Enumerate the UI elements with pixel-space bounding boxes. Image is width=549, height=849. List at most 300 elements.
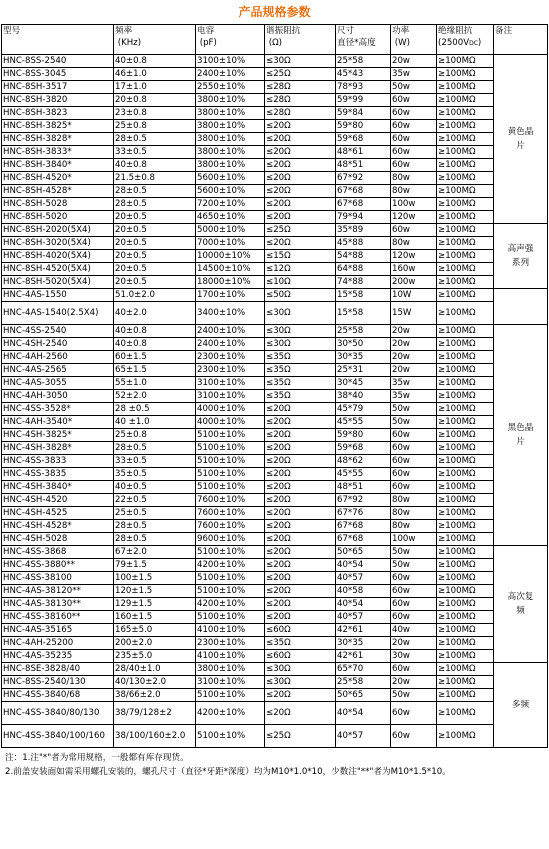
- frequency-cell: 129±1.5: [114, 598, 196, 611]
- impedance-cell: ≤20Ω: [265, 185, 336, 198]
- model-cell: HNC-4SS-3833: [2, 455, 114, 468]
- impedance-cell: ≤20Ω: [265, 611, 336, 624]
- size-cell: 42*61: [336, 624, 391, 637]
- capacitance-cell: 4200±10%: [196, 559, 265, 572]
- capacitance-cell: 7600±10%: [196, 520, 265, 533]
- header-resonant-impedance: 谐振阻抗 (Ω): [265, 25, 336, 55]
- power-cell: 60w: [391, 455, 437, 468]
- table-row: [2, 416, 548, 429]
- model-cell: HNC-8SH-3833*: [2, 146, 114, 159]
- capacitance-cell: 5100±10%: [196, 572, 265, 585]
- insulation-cell: ≥100MΩ: [437, 55, 494, 68]
- size-cell: 50*65: [336, 546, 391, 559]
- impedance-cell: ≤28Ω: [265, 81, 336, 94]
- frequency-cell: 38/79/128±2: [114, 702, 196, 725]
- table-row: [2, 224, 548, 237]
- power-cell: 80w: [391, 520, 437, 533]
- capacitance-cell: 3800±10%: [196, 159, 265, 172]
- size-cell: 30*35: [336, 351, 391, 364]
- insulation-cell: ≥100MΩ: [437, 224, 494, 237]
- power-cell: 80w: [391, 185, 437, 198]
- insulation-cell: ≥100MΩ: [437, 507, 494, 520]
- model-cell: HNC-8SS-2540: [2, 55, 114, 68]
- model-cell: HNC-4AH-3540*: [2, 416, 114, 429]
- impedance-cell: ≤20Ω: [265, 146, 336, 159]
- frequency-cell: 28 ±0.5: [114, 403, 196, 416]
- frequency-cell: 120±1.5: [114, 585, 196, 598]
- model-cell: HNC-4SS-3880**: [2, 559, 114, 572]
- table-row: [2, 68, 548, 81]
- insulation-cell: ≥100MΩ: [437, 146, 494, 159]
- model-cell: HNC-8SH-3828*: [2, 133, 114, 146]
- model-cell: HNC-4SH-2540: [2, 338, 114, 351]
- table-row: [2, 263, 548, 276]
- insulation-cell: ≥100MΩ: [437, 494, 494, 507]
- impedance-cell: ≤28Ω: [265, 94, 336, 107]
- size-cell: 40*57: [336, 572, 391, 585]
- size-cell: 48*51: [336, 159, 391, 172]
- model-cell: HNC-4SH-4520: [2, 494, 114, 507]
- frequency-cell: 160±1.5: [114, 611, 196, 624]
- insulation-cell: ≥100MΩ: [437, 276, 494, 289]
- model-cell: HNC-8SH-5020(5X4): [2, 276, 114, 289]
- insulation-cell: ≥100MΩ: [437, 237, 494, 250]
- impedance-cell: ≤20Ω: [265, 198, 336, 211]
- frequency-cell: 33±0.5: [114, 146, 196, 159]
- impedance-cell: ≤20Ω: [265, 689, 336, 702]
- frequency-cell: 25±0.8: [114, 120, 196, 133]
- size-cell: 25*58: [336, 55, 391, 68]
- model-cell: HNC-8SH-4520(5X4): [2, 263, 114, 276]
- power-cell: 60w: [391, 725, 437, 748]
- frequency-cell: 20±0.8: [114, 94, 196, 107]
- power-cell: 40w: [391, 624, 437, 637]
- model-cell: HNC-4SS-3528*: [2, 403, 114, 416]
- table-row: [2, 107, 548, 120]
- power-cell: 50w: [391, 689, 437, 702]
- power-cell: 60w: [391, 442, 437, 455]
- power-cell: 100w: [391, 533, 437, 546]
- frequency-cell: 200±2.0: [114, 637, 196, 650]
- capacitance-cell: 3400±10%: [196, 302, 265, 325]
- impedance-cell: ≤20Ω: [265, 533, 336, 546]
- capacitance-cell: 7200±10%: [196, 198, 265, 211]
- table-row: [2, 689, 548, 702]
- table-row: [2, 55, 548, 68]
- frequency-cell: 55±1.0: [114, 377, 196, 390]
- power-cell: 60w: [391, 572, 437, 585]
- power-cell: 120w: [391, 211, 437, 224]
- table-row: [2, 364, 548, 377]
- size-cell: 30*35: [336, 637, 391, 650]
- model-cell: HNC-8SH-4020(5X4): [2, 250, 114, 263]
- power-cell: 160w: [391, 263, 437, 276]
- power-cell: 10W: [391, 289, 437, 302]
- size-cell: 54*88: [336, 250, 391, 263]
- size-cell: 59*99: [336, 94, 391, 107]
- capacitance-cell: 3100±10%: [196, 676, 265, 689]
- insulation-cell: ≥100MΩ: [437, 198, 494, 211]
- table-row: [2, 624, 548, 637]
- capacitance-cell: 3100±10%: [196, 390, 265, 403]
- impedance-cell: ≤25Ω: [265, 68, 336, 81]
- frequency-cell: 40±0.8: [114, 325, 196, 338]
- power-cell: 60w: [391, 120, 437, 133]
- table-row: [2, 598, 548, 611]
- impedance-cell: ≤20Ω: [265, 546, 336, 559]
- model-cell: HNC-8SH-5028: [2, 198, 114, 211]
- insulation-cell: ≥100MΩ: [437, 68, 494, 81]
- frequency-cell: 28±0.5: [114, 133, 196, 146]
- model-cell: HNC-4SH-4528*: [2, 520, 114, 533]
- capacitance-cell: 3800±10%: [196, 133, 265, 146]
- insulation-cell: ≥100MΩ: [437, 585, 494, 598]
- frequency-cell: 40±0.8: [114, 55, 196, 68]
- table-row: [2, 172, 548, 185]
- impedance-cell: ≤20Ω: [265, 442, 336, 455]
- insulation-cell: ≥100MΩ: [437, 663, 494, 676]
- frequency-cell: 79±1.5: [114, 559, 196, 572]
- group-note-cell: [494, 224, 548, 289]
- size-cell: 40*58: [336, 585, 391, 598]
- frequency-cell: 17±1.0: [114, 81, 196, 94]
- size-cell: 65*70: [336, 663, 391, 676]
- size-cell: 45*79: [336, 403, 391, 416]
- capacitance-cell: 9600±10%: [196, 533, 265, 546]
- power-cell: 15W: [391, 302, 437, 325]
- capacitance-cell: 18000±10%: [196, 276, 265, 289]
- power-cell: 60w: [391, 429, 437, 442]
- capacitance-cell: 3100±10%: [196, 55, 265, 68]
- capacitance-cell: 14500±10%: [196, 263, 265, 276]
- header-frequency: 频率 (KHz): [114, 25, 196, 55]
- size-cell: 25*58: [336, 676, 391, 689]
- insulation-cell: ≥100MΩ: [437, 133, 494, 146]
- model-cell: HNC-8SH-3840*: [2, 159, 114, 172]
- insulation-cell: ≥100MΩ: [437, 81, 494, 94]
- impedance-cell: ≤20Ω: [265, 237, 336, 250]
- capacitance-cell: 2400±10%: [196, 68, 265, 81]
- model-cell: HNC-4SH-5028: [2, 533, 114, 546]
- model-cell: HNC-4AS-2565: [2, 364, 114, 377]
- capacitance-cell: 4650±10%: [196, 211, 265, 224]
- model-cell: HNC-4AH-2560: [2, 351, 114, 364]
- impedance-cell: ≤30Ω: [265, 338, 336, 351]
- model-cell: HNC-4AS-1550: [2, 289, 114, 302]
- model-cell: HNC-8SS-3045: [2, 68, 114, 81]
- table-row: [2, 585, 548, 598]
- frequency-cell: 51.0±2.0: [114, 289, 196, 302]
- model-cell: HNC-4SS-38100: [2, 572, 114, 585]
- frequency-cell: 20±0.5: [114, 276, 196, 289]
- size-cell: 38*40: [336, 390, 391, 403]
- impedance-cell: ≤20Ω: [265, 133, 336, 146]
- model-cell: HNC-4AH-3050: [2, 390, 114, 403]
- table-row: [2, 325, 548, 338]
- capacitance-cell: 3800±10%: [196, 663, 265, 676]
- group-note-cell: [494, 289, 548, 325]
- model-cell: HNC-4SS-3840/80/130: [2, 702, 114, 725]
- insulation-cell: ≥100MΩ: [437, 559, 494, 572]
- power-cell: 60w: [391, 611, 437, 624]
- capacitance-cell: 10000±10%: [196, 250, 265, 263]
- size-cell: 67*68: [336, 185, 391, 198]
- power-cell: 60w: [391, 107, 437, 120]
- model-cell: HNC-4AS-1540(2.5X4): [2, 302, 114, 325]
- group-label: 黄色晶片: [507, 127, 534, 151]
- table-row: [2, 442, 548, 455]
- impedance-cell: ≤35Ω: [265, 390, 336, 403]
- insulation-cell: ≥100MΩ: [437, 390, 494, 403]
- power-cell: 60w: [391, 133, 437, 146]
- power-cell: 60w: [391, 585, 437, 598]
- capacitance-cell: 3100±10%: [196, 377, 265, 390]
- size-cell: 67*92: [336, 172, 391, 185]
- frequency-cell: 52±2.0: [114, 390, 196, 403]
- power-cell: 60w: [391, 468, 437, 481]
- capacitance-cell: 5100±10%: [196, 429, 265, 442]
- insulation-cell: ≥100MΩ: [437, 572, 494, 585]
- frequency-cell: 28/40±1.0: [114, 663, 196, 676]
- size-cell: 40*54: [336, 702, 391, 725]
- table-row: [2, 455, 548, 468]
- power-cell: 20w: [391, 55, 437, 68]
- size-cell: 25*31: [336, 364, 391, 377]
- table-row: [2, 507, 548, 520]
- model-cell: HNC-4AH-25200: [2, 637, 114, 650]
- impedance-cell: ≤20Ω: [265, 416, 336, 429]
- power-cell: 50w: [391, 403, 437, 416]
- model-cell: HNC-4SS-3840/100/160: [2, 725, 114, 748]
- size-cell: 15*58: [336, 302, 391, 325]
- size-cell: 48*51: [336, 481, 391, 494]
- table-row: [2, 351, 548, 364]
- impedance-cell: ≤20Ω: [265, 481, 336, 494]
- impedance-cell: ≤30Ω: [265, 302, 336, 325]
- insulation-cell: ≥100MΩ: [437, 172, 494, 185]
- impedance-cell: ≤35Ω: [265, 637, 336, 650]
- size-cell: 59*68: [336, 133, 391, 146]
- capacitance-cell: 5100±10%: [196, 689, 265, 702]
- model-cell: HNC-8SH-3820: [2, 94, 114, 107]
- frequency-cell: 25±0.8: [114, 429, 196, 442]
- table-body: [2, 55, 548, 748]
- frequency-cell: 28±0.5: [114, 185, 196, 198]
- capacitance-cell: 3800±10%: [196, 94, 265, 107]
- model-cell: HNC-4AS-35165: [2, 624, 114, 637]
- group-label: 高次复频: [507, 592, 534, 616]
- frequency-cell: 22±0.5: [114, 494, 196, 507]
- group-note-cell: [494, 325, 548, 546]
- insulation-cell: ≥100MΩ: [437, 468, 494, 481]
- frequency-cell: 23±0.8: [114, 107, 196, 120]
- insulation-cell: ≥100MΩ: [437, 159, 494, 172]
- power-cell: 60w: [391, 224, 437, 237]
- power-cell: 35w: [391, 68, 437, 81]
- header-capacitance: 电容 (pF): [196, 25, 265, 55]
- impedance-cell: ≤20Ω: [265, 403, 336, 416]
- impedance-cell: ≤20Ω: [265, 429, 336, 442]
- table-row: [2, 211, 548, 224]
- impedance-cell: ≤30Ω: [265, 663, 336, 676]
- capacitance-cell: 5600±10%: [196, 172, 265, 185]
- frequency-cell: 67±2.0: [114, 546, 196, 559]
- capacitance-cell: 4200±10%: [196, 702, 265, 725]
- capacitance-cell: 4100±10%: [196, 624, 265, 637]
- table-row: [2, 676, 548, 689]
- frequency-cell: 28±0.5: [114, 198, 196, 211]
- power-cell: 20w: [391, 637, 437, 650]
- model-cell: HNC-4SS-3868: [2, 546, 114, 559]
- insulation-cell: ≥100MΩ: [437, 338, 494, 351]
- table-row: [2, 120, 548, 133]
- power-cell: 50w: [391, 81, 437, 94]
- capacitance-cell: 5100±10%: [196, 585, 265, 598]
- capacitance-cell: 2300±10%: [196, 637, 265, 650]
- size-cell: 42*61: [336, 650, 391, 663]
- insulation-cell: ≥100MΩ: [437, 676, 494, 689]
- size-cell: 59*80: [336, 429, 391, 442]
- impedance-cell: ≤15Ω: [265, 250, 336, 263]
- table-row: [2, 289, 548, 302]
- impedance-cell: ≤35Ω: [265, 351, 336, 364]
- frequency-cell: 20±0.5: [114, 263, 196, 276]
- frequency-cell: 60±1.5: [114, 351, 196, 364]
- impedance-cell: ≤20Ω: [265, 211, 336, 224]
- size-cell: 59*80: [336, 120, 391, 133]
- group-label: 高声强系列: [507, 244, 534, 268]
- impedance-cell: ≤20Ω: [265, 598, 336, 611]
- impedance-cell: ≤20Ω: [265, 520, 336, 533]
- insulation-cell: ≥100MΩ: [437, 250, 494, 263]
- size-cell: 67*68: [336, 198, 391, 211]
- table-row: [2, 546, 548, 559]
- insulation-cell: ≥100MΩ: [437, 611, 494, 624]
- model-cell: HNC-4SS-38160**: [2, 611, 114, 624]
- group-label: 多频: [511, 700, 530, 710]
- frequency-cell: 40±0.8: [114, 159, 196, 172]
- impedance-cell: ≤30Ω: [265, 325, 336, 338]
- model-cell: HNC-4SS-3835: [2, 468, 114, 481]
- power-cell: 80w: [391, 507, 437, 520]
- frequency-cell: 100±1.5: [114, 572, 196, 585]
- frequency-cell: 65±1.5: [114, 364, 196, 377]
- model-cell: HNC-8SH-4528*: [2, 185, 114, 198]
- table-row: [2, 81, 548, 94]
- power-cell: 30w: [391, 650, 437, 663]
- size-cell: 67*76: [336, 507, 391, 520]
- size-cell: 15*58: [336, 289, 391, 302]
- insulation-cell: ≥100MΩ: [437, 598, 494, 611]
- table-row: [2, 146, 548, 159]
- size-cell: 30*45: [336, 377, 391, 390]
- power-cell: 60w: [391, 663, 437, 676]
- power-cell: 60w: [391, 598, 437, 611]
- table-row: [2, 338, 548, 351]
- frequency-cell: 40/130±2.0: [114, 676, 196, 689]
- power-cell: 35w: [391, 390, 437, 403]
- impedance-cell: ≤60Ω: [265, 650, 336, 663]
- capacitance-cell: 4200±10%: [196, 598, 265, 611]
- insulation-cell: ≥100MΩ: [437, 94, 494, 107]
- insulation-cell: ≥100MΩ: [437, 624, 494, 637]
- impedance-cell: ≤20Ω: [265, 494, 336, 507]
- power-cell: 50w: [391, 559, 437, 572]
- insulation-cell: ≥100MΩ: [437, 429, 494, 442]
- capacitance-cell: 5000±10%: [196, 224, 265, 237]
- size-cell: 45*43: [336, 68, 391, 81]
- notes: [0, 751, 549, 779]
- note-1: 注：1.注"*"者为常用规格，一般都有库存现货。: [5, 753, 189, 763]
- page-title: 产品规格参数: [238, 5, 311, 19]
- capacitance-cell: 3800±10%: [196, 146, 265, 159]
- power-cell: 20w: [391, 351, 437, 364]
- insulation-cell: ≥100MΩ: [437, 289, 494, 302]
- size-cell: 40*54: [336, 559, 391, 572]
- frequency-cell: 20±0.5: [114, 237, 196, 250]
- insulation-cell: ≥100MΩ: [437, 650, 494, 663]
- capacitance-cell: 5100±10%: [196, 725, 265, 748]
- table-row: [2, 198, 548, 211]
- insulation-cell: ≥100MΩ: [437, 107, 494, 120]
- frequency-cell: 20±0.5: [114, 211, 196, 224]
- model-cell: HNC-4SS-2540: [2, 325, 114, 338]
- table-row: [2, 533, 548, 546]
- impedance-cell: ≤30Ω: [265, 55, 336, 68]
- capacitance-cell: 2400±10%: [196, 338, 265, 351]
- group-note-cell: [494, 55, 548, 224]
- frequency-cell: 40±0.5: [114, 481, 196, 494]
- impedance-cell: ≤20Ω: [265, 455, 336, 468]
- size-cell: 67*68: [336, 533, 391, 546]
- impedance-cell: ≤35Ω: [265, 364, 336, 377]
- model-cell: HNC-8SH-3823: [2, 107, 114, 120]
- capacitance-cell: 5100±10%: [196, 455, 265, 468]
- model-cell: HNC-4AS-35235: [2, 650, 114, 663]
- impedance-cell: ≤20Ω: [265, 559, 336, 572]
- frequency-cell: 20±0.5: [114, 224, 196, 237]
- capacitance-cell: 2300±10%: [196, 351, 265, 364]
- model-cell: HNC-4SS-3840/68: [2, 689, 114, 702]
- table-row: [2, 377, 548, 390]
- insulation-cell: ≥100MΩ: [437, 211, 494, 224]
- capacitance-cell: 7000±10%: [196, 237, 265, 250]
- size-cell: 59*68: [336, 442, 391, 455]
- impedance-cell: ≤25Ω: [265, 725, 336, 748]
- size-cell: 74*88: [336, 276, 391, 289]
- capacitance-cell: 5100±10%: [196, 611, 265, 624]
- capacitance-cell: 7600±10%: [196, 507, 265, 520]
- impedance-cell: ≤10Ω: [265, 276, 336, 289]
- impedance-cell: ≤50Ω: [265, 289, 336, 302]
- insulation-cell: ≥100MΩ: [437, 364, 494, 377]
- table-row: [2, 650, 548, 663]
- frequency-cell: 38/100/160±2.0: [114, 725, 196, 748]
- table-row: [2, 133, 548, 146]
- insulation-cell: ≥100MΩ: [437, 351, 494, 364]
- table-row: [2, 237, 548, 250]
- insulation-cell: ≥100MΩ: [437, 725, 494, 748]
- power-cell: 80w: [391, 237, 437, 250]
- table-row: [2, 468, 548, 481]
- table-row: [2, 725, 548, 748]
- power-cell: 80w: [391, 494, 437, 507]
- insulation-cell: ≥100MΩ: [437, 533, 494, 546]
- power-cell: 20w: [391, 325, 437, 338]
- model-cell: HNC-8SE-3828/40: [2, 663, 114, 676]
- header-insulation: 绝缘阻抗 (2500VDC): [437, 25, 494, 55]
- frequency-cell: 21.5±0.8: [114, 172, 196, 185]
